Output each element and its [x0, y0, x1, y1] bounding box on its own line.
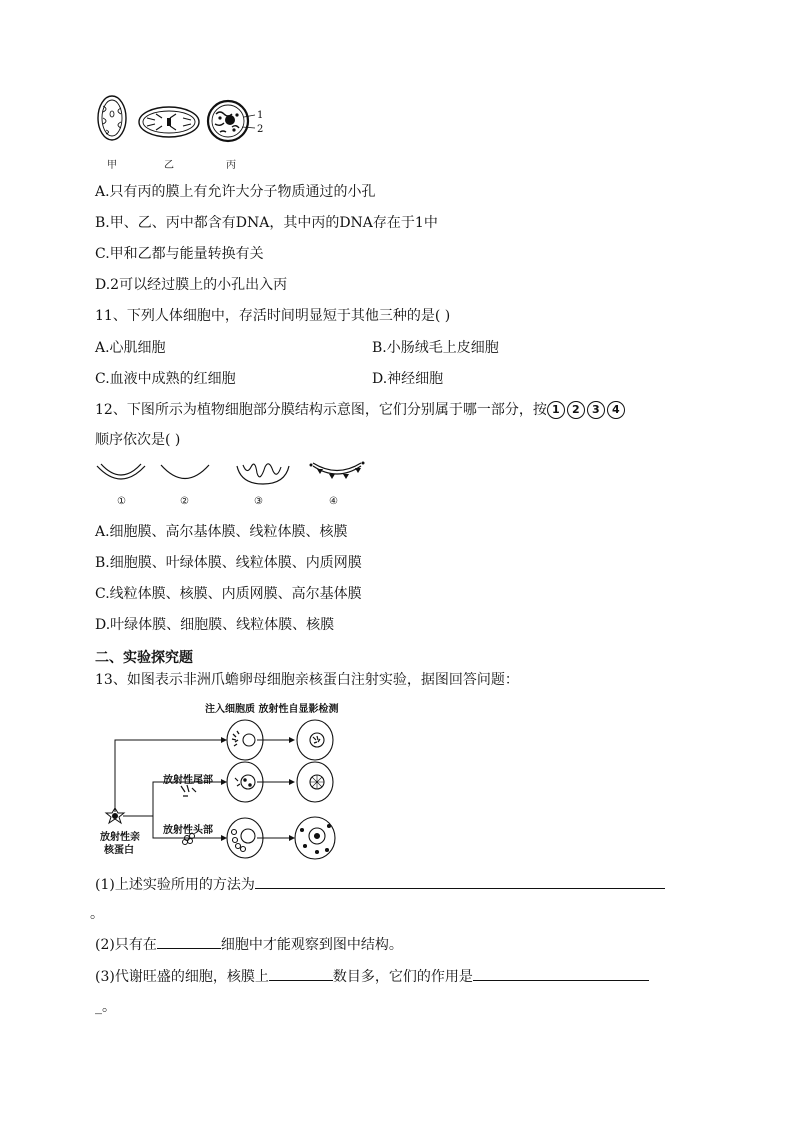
q13-sub1-end: 。 — [90, 906, 104, 922]
organelle-figure — [94, 94, 274, 169]
organelle-yi-drawing — [139, 107, 199, 137]
membrane-label-3: ③ — [254, 496, 263, 507]
q12-option-b: B.细胞膜、叶绿体膜、线粒体膜、内质网膜 — [95, 555, 362, 571]
part-label-1: 1 — [257, 110, 264, 121]
label-jia: 甲 — [107, 160, 117, 171]
q10-option-d: D.2可以经过膜上的小孔出入丙 — [95, 277, 288, 293]
q12-option-d: D.叶绿体膜、细胞膜、线粒体膜、核膜 — [95, 617, 335, 633]
organelle-jia-drawing — [98, 96, 126, 140]
q13-sub1 — [95, 874, 665, 895]
q10-option-c: C.甲和乙都与能量转换有关 — [95, 246, 264, 262]
membrane-4-drawing — [310, 462, 365, 480]
part-label-2: 2 — [257, 124, 264, 135]
circled-3: 3 — [587, 401, 605, 419]
q12-option-a: A.细胞膜、高尔基体膜、线粒体膜、核膜 — [95, 524, 348, 540]
q13-sub1-answer-blank[interactable] — [255, 874, 665, 889]
section-heading: 二、实验探究题 — [95, 650, 193, 666]
q13-sub2 — [95, 934, 403, 955]
protein-label-line2: 核蛋白 — [104, 845, 134, 856]
cells-injected — [227, 720, 263, 858]
tail-label: 放射性尾部 — [163, 775, 213, 786]
membrane-label-2: ② — [180, 496, 189, 507]
q11-option-c: C.血液中成熟的红细胞 — [95, 371, 236, 387]
q13-sub2-text-b: 细胞中才能观察到图中结构。 — [220, 937, 403, 953]
q10-option-b: B.甲、乙、丙中都含有DNA，其中丙的DNA存在于1中 — [95, 215, 438, 231]
q13-sub3-answer-blank-1[interactable] — [269, 966, 333, 981]
q13-sub3-text-a: (3)代谢旺盛的细胞，核膜上 — [95, 969, 269, 985]
q11-option-d: D.神经细胞 — [372, 371, 444, 387]
circled-1: 1 — [547, 401, 565, 419]
q13-fig-header: 注入细胞质 放射性自显影检测 — [205, 704, 339, 715]
q13-sub3 — [95, 966, 649, 987]
label-bing: 丙 — [226, 160, 236, 171]
membrane-label-4: ④ — [329, 496, 338, 507]
membrane-2-drawing — [161, 465, 209, 479]
organelle-bing-drawing — [208, 101, 255, 141]
q12-option-c: C.线粒体膜、核膜、内质网膜、高尔基体膜 — [95, 586, 362, 602]
arrow-heads — [221, 737, 295, 841]
membrane-figure — [95, 460, 375, 490]
q13-sub2-text-a: (2)只有在 — [95, 937, 157, 953]
circled-4: 4 — [607, 401, 625, 419]
circled-2: 2 — [567, 401, 585, 419]
q13-sub3-answer-blank-2[interactable] — [473, 966, 649, 981]
q13-stem: 13、如图表示非洲爪蟾卵母细胞亲核蛋白注射实验，据图回答问题： — [95, 672, 519, 688]
tail-pieces — [181, 785, 196, 796]
q13-sub2-answer-blank[interactable] — [157, 934, 221, 949]
cells-detected — [295, 720, 335, 859]
q11-option-b: B.小肠绒毛上皮细胞 — [372, 340, 499, 356]
q13-sub3-end: _。 — [95, 999, 116, 1015]
q13-sub3-text-b: 数目多，它们的作用是 — [332, 969, 473, 985]
q12-stem-line1 — [95, 400, 627, 420]
membrane-1-drawing — [97, 464, 145, 479]
protein-label-line1: 放射性亲 — [100, 832, 140, 843]
membrane-label-1: ① — [117, 496, 126, 507]
q10-option-a: A.只有丙的膜上有允许大分子物质通过的小孔 — [95, 184, 376, 200]
q12-stem-a: 12、下图所示为植物细胞部分膜结构示意图，它们分别属于哪一部分，按 — [95, 402, 547, 418]
membrane-3-drawing — [237, 464, 289, 484]
q12-stem-line2: 顺序依次是( ) — [95, 432, 181, 448]
q13-sub1-text: (1)上述实验所用的方法为 — [95, 877, 255, 893]
head-label: 放射性头部 — [163, 825, 213, 836]
q11-option-a: A.心肌细胞 — [95, 340, 166, 356]
label-yi: 乙 — [164, 160, 174, 171]
q11-stem: 11、下列人体细胞中，存活时间明显短于其他三种的是( ) — [95, 308, 451, 324]
